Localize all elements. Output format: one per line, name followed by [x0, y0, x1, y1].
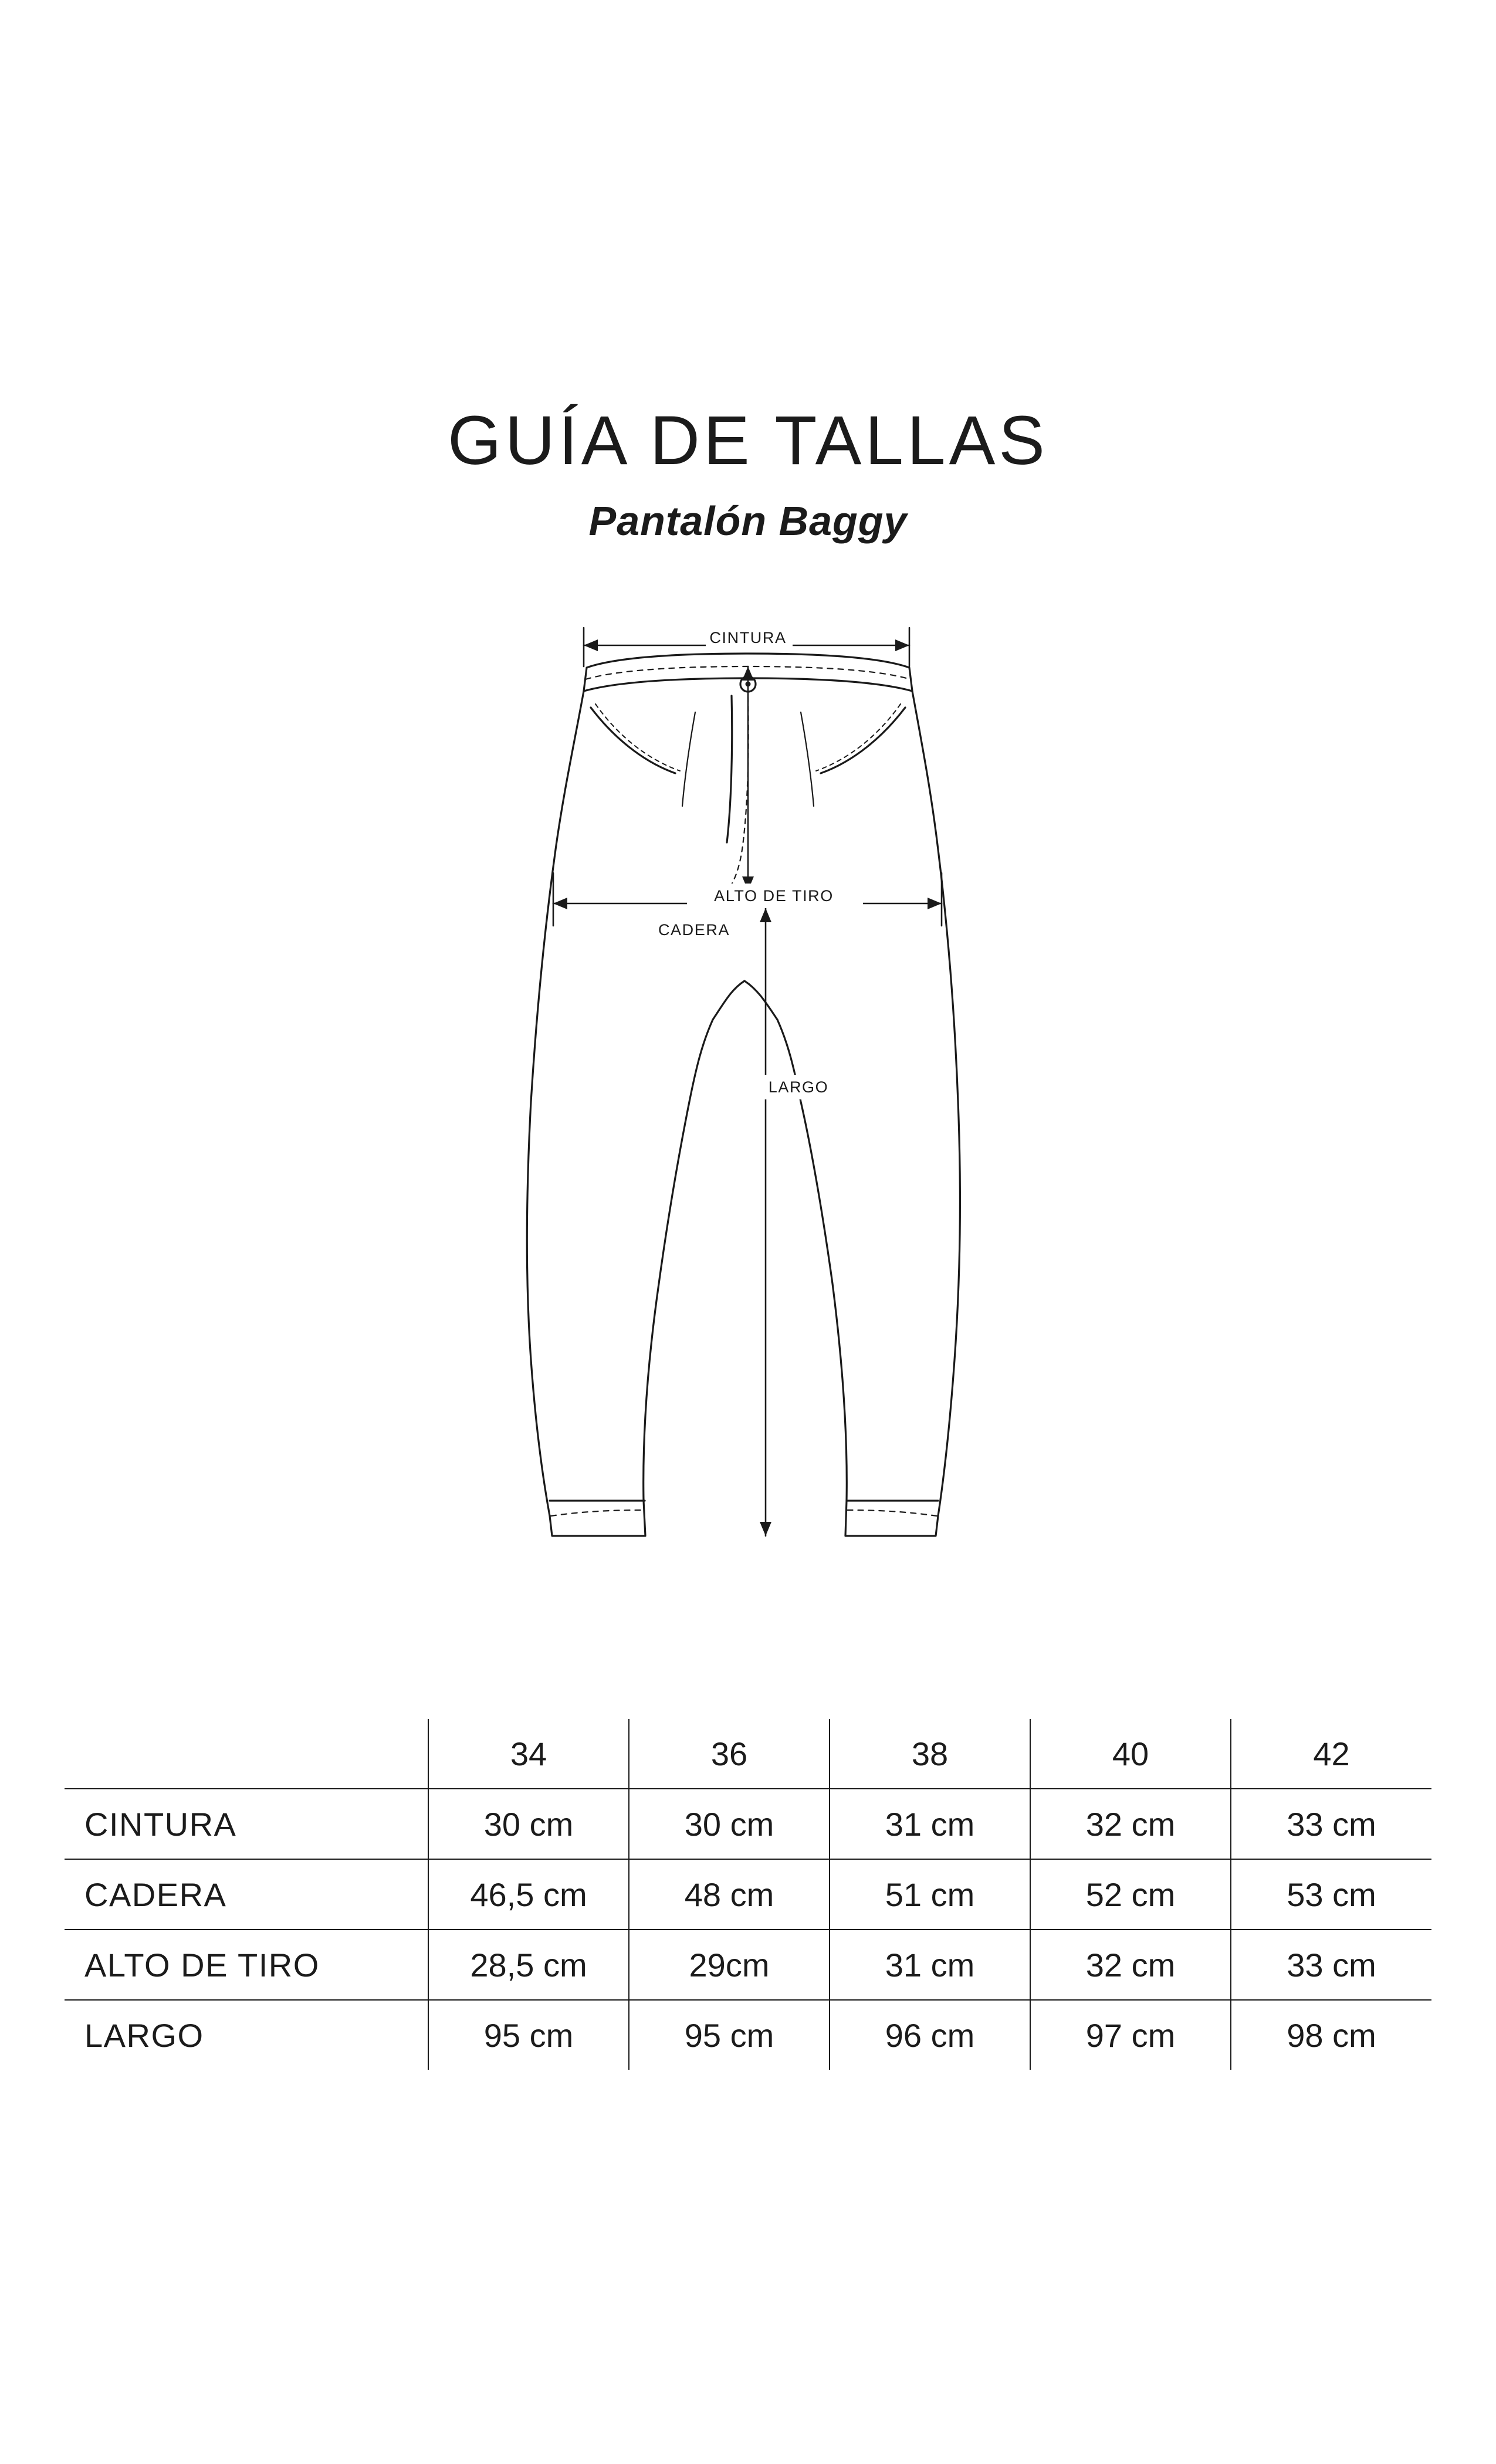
cell-alto-de-tiro-42: 33 cm — [1231, 1930, 1431, 2000]
size-header-36: 36 — [629, 1719, 830, 1789]
label-largo: LARGO — [768, 1078, 829, 1096]
page-title: GUÍA DE TALLAS — [447, 402, 1049, 479]
page-subtitle: Pantalón Baggy — [588, 497, 908, 544]
row-label-cadera: CADERA — [65, 1859, 428, 1930]
cell-alto-de-tiro-38: 31 cm — [830, 1930, 1030, 2000]
size-table — [65, 1719, 1431, 2070]
table-header-row — [65, 1719, 1431, 1789]
cell-cadera-34: 46,5 cm — [428, 1859, 629, 1930]
cell-alto-de-tiro-36: 29cm — [629, 1930, 830, 2000]
cell-cadera-38: 51 cm — [830, 1859, 1030, 1930]
cell-largo-40: 97 cm — [1030, 2000, 1231, 2070]
label-alto-de-tiro: ALTO DE TIRO — [714, 886, 834, 905]
table-row — [65, 1789, 1431, 1859]
size-header-40: 40 — [1030, 1719, 1231, 1789]
label-cadera: CADERA — [658, 920, 730, 939]
cell-alto-de-tiro-34: 28,5 cm — [428, 1930, 629, 2000]
row-label-largo: LARGO — [65, 2000, 428, 2070]
cell-cadera-40: 52 cm — [1030, 1859, 1231, 1930]
cell-largo-38: 96 cm — [830, 2000, 1030, 2070]
cell-largo-36: 95 cm — [629, 2000, 830, 2070]
table-row — [65, 1859, 1431, 1930]
cell-cintura-38: 31 cm — [830, 1789, 1030, 1859]
size-header-38: 38 — [830, 1719, 1030, 1789]
cell-cadera-42: 53 cm — [1231, 1859, 1431, 1930]
cell-cadera-36: 48 cm — [629, 1859, 830, 1930]
cell-alto-de-tiro-40: 32 cm — [1030, 1930, 1231, 2000]
table-row — [65, 1930, 1431, 2000]
cell-cintura-34: 30 cm — [428, 1789, 629, 1859]
row-label-cintura: CINTURA — [65, 1789, 428, 1859]
size-header-34: 34 — [428, 1719, 629, 1789]
pants-diagram — [337, 597, 1159, 1630]
table-row — [65, 2000, 1431, 2070]
cell-cintura-40: 32 cm — [1030, 1789, 1231, 1859]
cell-cintura-42: 33 cm — [1231, 1789, 1431, 1859]
label-cintura: CINTURA — [709, 628, 787, 647]
size-table-container — [65, 1719, 1431, 2070]
table-corner-cell — [65, 1719, 428, 1789]
cell-cintura-36: 30 cm — [629, 1789, 830, 1859]
cell-largo-42: 98 cm — [1231, 2000, 1431, 2070]
row-label-alto-de-tiro: ALTO DE TIRO — [65, 1930, 428, 2000]
size-header-42: 42 — [1231, 1719, 1431, 1789]
cell-largo-34: 95 cm — [428, 2000, 629, 2070]
header — [0, 402, 1496, 544]
